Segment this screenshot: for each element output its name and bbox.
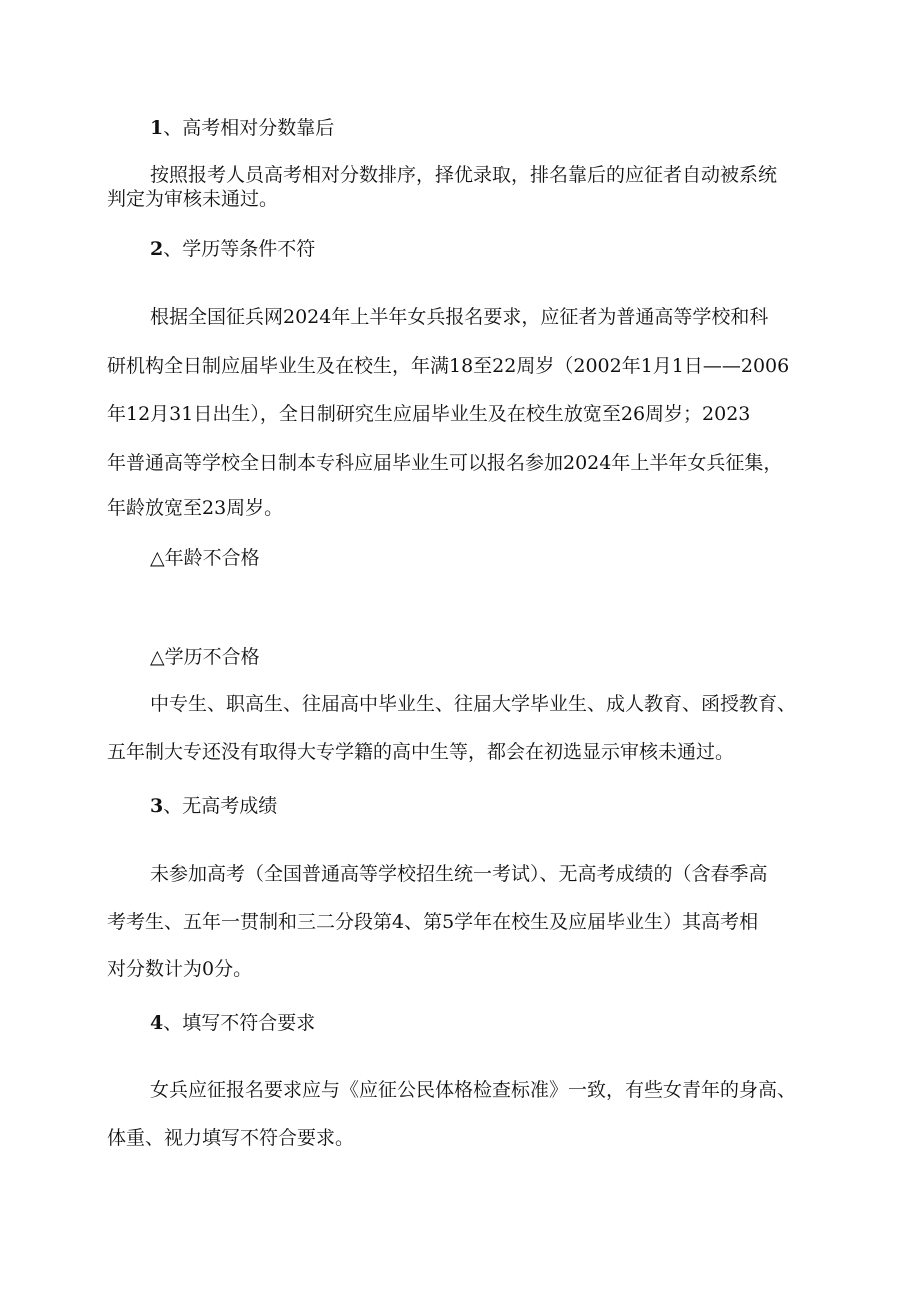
section-1-paragraph-line: 按照报考人员高考相对分数排序，择优录取，排名靠后的应征者自动被系统 [150,164,778,186]
section-4-title: 、填写不符合要求 [163,1012,316,1034]
section-2-heading [150,237,315,261]
education-paragraph-line: 五年制大专还没有取得大专学籍的高中生等，都会在初选显示审核未通过。 [107,741,735,763]
section-2-paragraph-line: 根据全国征兵网2024年上半年女兵报名要求，应征者为普通高等学校和科 [150,306,769,328]
section-1-number: 1 [150,117,164,139]
section-4-number: 4 [150,1012,164,1034]
age-unqualified-item: △年龄不合格 [150,547,260,569]
education-unqualified-item: △学历不合格 [150,646,260,668]
section-1-heading [150,116,334,140]
education-paragraph-line: 中专生、职高生、往届高中毕业生、往届大学毕业生、成人教育、函授教育、 [150,693,797,715]
section-4-paragraph-line: 女兵应征报名要求应与《应征公民体格检查标准》一致，有些女青年的身高、 [150,1079,797,1101]
section-2-paragraph-line: 年普通高等学校全日制本专科应届毕业生可以报名参加2024年上半年女兵征集， [107,452,783,474]
section-3-paragraph-line: 未参加高考（全国普通高等学校招生统一考试）、无高考成绩的（含春季高 [150,863,768,885]
section-2-paragraph-line: 年龄放宽至23周岁。 [107,497,284,519]
section-4-heading [150,1011,315,1035]
section-2-paragraph-line: 研机构全日制应届毕业生及在校生，年满18至22周岁（2002年1月1日——2006 [107,355,790,377]
section-1-paragraph-line: 判定为审核未通过。 [107,188,279,210]
section-2-paragraph-line: 年12月31日出生），全日制研究生应届毕业生及在校生放宽至26周岁；2023 [107,403,751,425]
section-2-title: 、学历等条件不符 [163,238,316,260]
section-4-paragraph-line: 体重、视力填写不符合要求。 [107,1127,355,1149]
section-3-number: 3 [150,795,164,817]
section-3-paragraph-line: 对分数计为0分。 [107,958,253,980]
section-3-heading [150,794,277,818]
section-2-number: 2 [150,238,164,260]
section-3-title: 、无高考成绩 [163,795,278,817]
section-1-title: 、高考相对分数靠后 [163,117,335,139]
section-3-paragraph-line: 考考生、五年一贯制和三二分段第4、第5学年在校生及应届毕业生）其高考相 [107,911,759,933]
